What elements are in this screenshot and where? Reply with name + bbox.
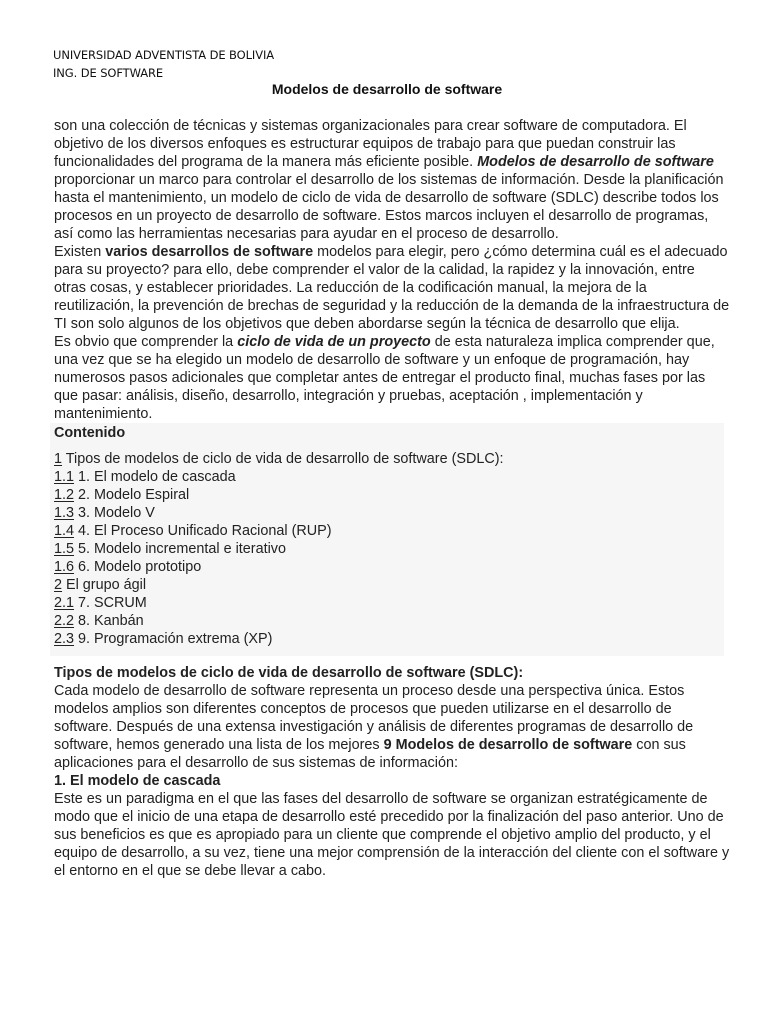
toc-item-number: 2.2 bbox=[54, 613, 75, 629]
department-name: ING. DE SOFTWARE bbox=[53, 66, 164, 80]
section-sdlc-paragraph bbox=[54, 682, 730, 772]
intro-paragraph-2 bbox=[54, 243, 730, 333]
toc-item-1-6[interactable] bbox=[54, 558, 724, 576]
toc-item-number: 1.6 bbox=[54, 559, 75, 575]
toc-item-label: 8. Kanbán bbox=[74, 613, 144, 629]
section-heading-waterfall: 1. El modelo de cascada bbox=[54, 773, 221, 789]
intro-paragraph-3 bbox=[54, 333, 730, 423]
toc-item-label: 1. El modelo de cascada bbox=[74, 469, 236, 485]
intro-p2-text-b: modelos para elegir, pero ¿cómo determina cuál es el adecuado para su proyecto? para ello, debe comprender el valor de la calidad, la rapidez y la innovación, entre otras cosas, y establecer prioridades. La reducción de la codificación manual, la mejora de la reutilización, la prevención de brechas de seguridad y la reducción de la demanda de la infraestructura de TI son solo algunos de los objetivos que deben abordarse según la técnica de desarrollo que elija. bbox=[54, 244, 730, 332]
toc-item-1-4[interactable] bbox=[54, 522, 724, 540]
toc-item-number: 1.4 bbox=[54, 523, 75, 539]
institution-header bbox=[53, 46, 274, 82]
intro-p3-emphasis: ciclo de vida de un proyecto bbox=[237, 334, 431, 350]
toc-item-1-5[interactable] bbox=[54, 540, 724, 558]
intro-p2-strong: varios desarrollos de software bbox=[105, 244, 314, 260]
toc-item-number: 2.3 bbox=[54, 631, 75, 647]
toc-item-label: 3. Modelo V bbox=[74, 505, 155, 521]
document-title: Modelos de desarrollo de software bbox=[271, 81, 503, 97]
toc-list bbox=[54, 450, 724, 648]
toc-item-number: 1.2 bbox=[54, 487, 75, 503]
toc-heading: Contenido bbox=[54, 425, 126, 441]
toc-item-label: El grupo ágil bbox=[62, 577, 147, 593]
section-sdlc-strong: 9 Modelos de desarrollo de software bbox=[383, 737, 633, 753]
toc-item-label: 6. Modelo prototipo bbox=[74, 559, 202, 575]
section-sdlc-text-b: con sus aplicaciones para el desarrollo de sus sistemas de información: bbox=[54, 737, 686, 771]
toc-item-1-2[interactable] bbox=[54, 486, 724, 504]
intro-paragraph-1 bbox=[54, 117, 730, 243]
toc-item-2-3[interactable] bbox=[54, 630, 724, 648]
toc-item-number: 1.3 bbox=[54, 505, 75, 521]
toc-item-2-1[interactable] bbox=[54, 594, 724, 612]
toc-item-label: 7. SCRUM bbox=[74, 595, 147, 611]
toc-item-label: 5. Modelo incremental e iterativo bbox=[74, 541, 286, 557]
section-waterfall-paragraph: Este es un paradigma en el que las fases del desarrollo de software se organizan estratégicamente de modo que el inicio de una etapa de desarrollo esté precedido por la finalización del paso anterior. Uno de sus beneficios es que es apropiado para un cliente que comprende el objetivo amplio del producto, y el equipo de desarrollo, a su vez, tiene una mejor comprensión de la interacción del cliente con el software y el entorno en el que se debe llevar a cabo. bbox=[54, 791, 730, 879]
intro-p1-emphasis: Modelos de desarrollo de software bbox=[477, 154, 714, 170]
toc-item-label: 4. El Proceso Unificado Racional (RUP) bbox=[74, 523, 332, 539]
intro-p3-text-a: Es obvio que comprender la bbox=[54, 334, 238, 350]
toc-item-2[interactable] bbox=[54, 576, 724, 594]
intro-p1-text-a: son una colección de técnicas y sistemas organizacionales para crear software de computadora. El objetivo de los diversos enfoques es estructurar equipos de trabajo para que puedan construir las funcionalidades del programa de la manera más eficiente posible. bbox=[54, 118, 687, 170]
intro-p1-text-b: proporcionar un marco para controlar el desarrollo de los sistemas de información. Desde la planificación hasta el mantenimiento, un modelo de ciclo de vida de desarrollo de software (SDLC) describe todos los procesos en un proyecto de desarrollo de software. Estos marcos incluyen el desarrollo de programas, así como las herramientas necesarias para ayudar en el proceso de desarrollo. bbox=[54, 172, 724, 242]
toc-item-number: 2 bbox=[54, 577, 63, 593]
section-heading-sdlc: Tipos de modelos de ciclo de vida de desarrollo de software (SDLC): bbox=[54, 665, 524, 681]
toc-item-number: 2.1 bbox=[54, 595, 75, 611]
toc-item-label: Tipos de modelos de ciclo de vida de desarrollo de software (SDLC): bbox=[62, 451, 504, 467]
toc-item-1-1[interactable] bbox=[54, 468, 724, 486]
toc-item-number: 1 bbox=[54, 451, 63, 467]
toc-item-1-3[interactable] bbox=[54, 504, 724, 522]
section-sdlc-text-a: Cada modelo de desarrollo de software representa un proceso desde una perspectiva única. Estos modelos amplios son diferentes conceptos de procesos que pueden utilizarse en el desarrollo de software. Después de una extensa investigación y análisis de diferentes programas de desarrollo de software, hemos generado una lista de los mejores bbox=[54, 683, 694, 753]
document-body bbox=[54, 117, 730, 880]
toc-item-2-2[interactable] bbox=[54, 612, 724, 630]
toc-item-label: 2. Modelo Espiral bbox=[74, 487, 190, 503]
toc-item-1[interactable] bbox=[54, 450, 724, 468]
institution-name: UNIVERSIDAD ADVENTISTA DE BOLIVIA bbox=[53, 48, 275, 62]
toc-item-number: 1.5 bbox=[54, 541, 75, 557]
toc-item-number: 1.1 bbox=[54, 469, 75, 485]
intro-p3-text-b: de esta naturaleza implica comprender que, una vez que se ha elegido un modelo de desarrollo de software y un enfoque de programación, hay numerosos pasos adicionales que completar antes de entregar el producto final, muchas fases por las que pasar: análisis, diseño, desarrollo, integración y pruebas, aceptación , implementación y mantenimiento. bbox=[54, 334, 715, 422]
toc-item-label: 9. Programación extrema (XP) bbox=[74, 631, 273, 647]
intro-p2-text-a: Existen bbox=[54, 244, 106, 260]
table-of-contents bbox=[50, 423, 724, 656]
